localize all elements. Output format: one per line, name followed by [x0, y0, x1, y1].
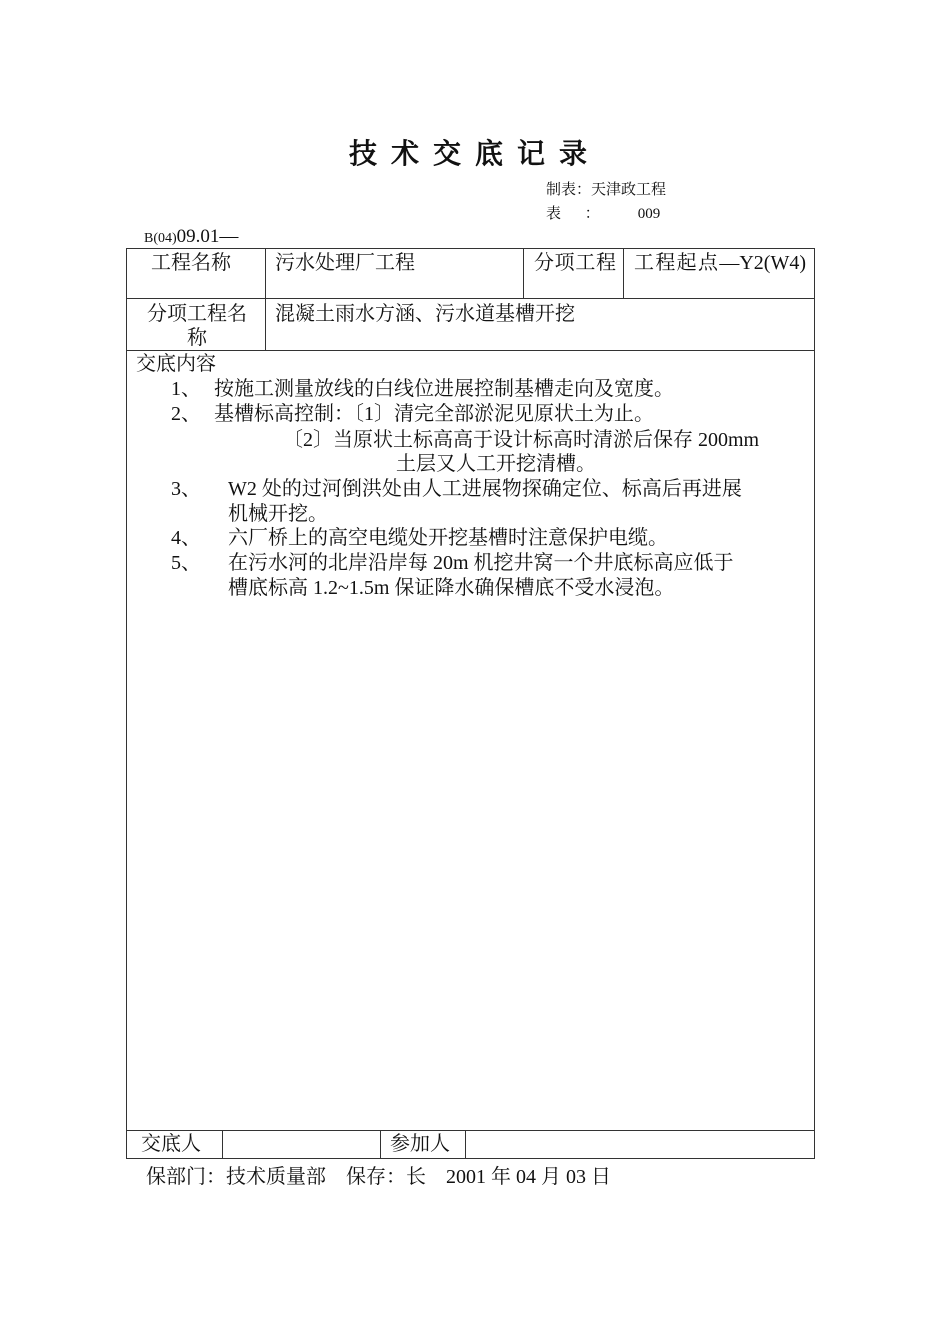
subproject-label: 分项工程 — [534, 252, 616, 274]
row-divider-3 — [127, 1130, 814, 1131]
table-number-line — [546, 202, 660, 223]
record-table — [126, 248, 815, 1159]
participants-field[interactable] — [471, 1132, 807, 1156]
item-5-num: 5、 — [171, 552, 201, 574]
subproject-name-value: 混凝土雨水方涵、污水道基槽开挖 — [275, 303, 575, 325]
table-number: 009 — [637, 206, 661, 222]
form-code-prefix: B(04) — [144, 231, 177, 246]
form-code-suffix: 09.01— — [176, 226, 239, 247]
footer-keeper: 保存：长 — [346, 1166, 426, 1188]
form-code — [144, 226, 238, 248]
col-divider-5 — [380, 1130, 381, 1158]
col-divider-2 — [523, 249, 524, 298]
col-divider-4 — [222, 1130, 223, 1158]
item-2-num: 2、 — [171, 403, 201, 425]
content-label: 交底内容 — [136, 353, 216, 375]
item-1-text: 按施工测量放线的白线位进展控制基槽走向及宽度。 — [214, 378, 674, 400]
item-2-text: 基槽标高控制：〔1〕清完全部淤泥见原状土为止。 — [214, 403, 654, 425]
col-divider-3 — [623, 249, 624, 298]
footer — [146, 1160, 611, 1189]
presenter-label: 交底人 — [141, 1133, 201, 1155]
row-divider-1 — [127, 298, 814, 299]
item-3-text-cont: 机械开挖。 — [228, 503, 328, 525]
footer-department: 保部门：技术质量部 — [146, 1166, 326, 1188]
presenter-field[interactable] — [227, 1132, 375, 1156]
table-label: 表 ： — [546, 206, 610, 222]
document-title: 技术交底记录 — [348, 139, 601, 170]
item-5-text-cont: 槽底标高 1.2~1.5m 保证降水确保槽底不受水浸泡。 — [228, 577, 675, 599]
item-4-num: 4、 — [171, 527, 201, 549]
row-divider-2 — [127, 350, 814, 351]
subproject-value: 工程起点—Y2(W4) — [634, 252, 806, 274]
subproject-name-label: 分项工程名称 — [147, 303, 247, 349]
footer-date: 2001 年 04 月 03 日 — [446, 1166, 611, 1188]
participants-label: 参加人 — [390, 1133, 450, 1155]
item-5-text: 在污水河的北岸沿岸每 20m 机挖井窝一个井底标高应低于 — [228, 552, 734, 574]
item-3-text: W2 处的过河倒洪处由人工进展物探确定位、标高后再进展 — [228, 478, 742, 500]
item-3-num: 3、 — [171, 478, 201, 500]
project-name-value: 污水处理厂工程 — [275, 252, 415, 274]
project-name-label: 工程名称 — [151, 252, 231, 274]
col-divider-1 — [265, 249, 266, 350]
item-1-num: 1、 — [171, 378, 201, 400]
item-2-sub-line-2: 土层又人工开挖清槽。 — [396, 453, 596, 475]
item-4-text: 六厂桥上的高空电缆处开挖基槽时注意保护电缆。 — [228, 527, 668, 549]
maker-line: 制表：天津政工程 — [546, 182, 667, 198]
col-divider-6 — [465, 1130, 466, 1158]
item-2-sub-line-1: 〔2〕当原状土标高高于设计标高时清淤后保存 200mm — [283, 429, 760, 451]
